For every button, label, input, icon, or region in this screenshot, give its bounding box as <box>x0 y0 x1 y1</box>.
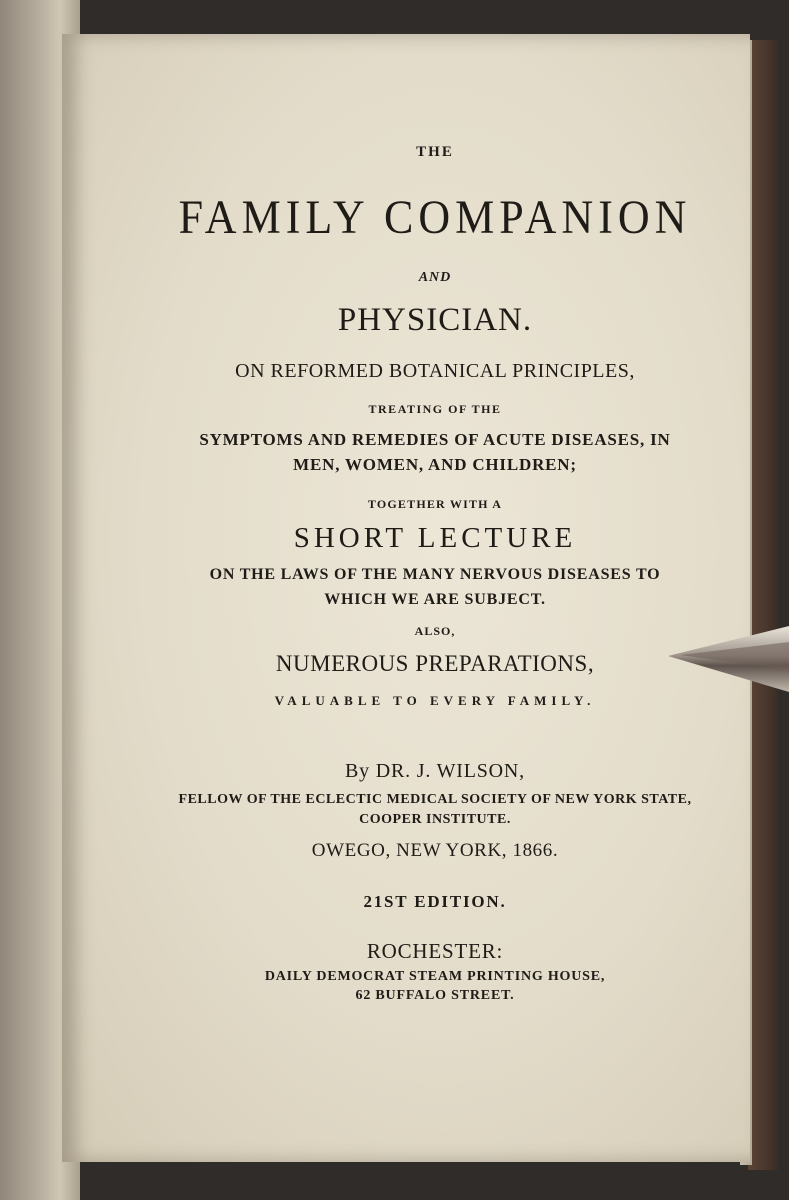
book-title: FAMILY COMPANION <box>178 191 692 244</box>
publisher-city: ROCHESTER: <box>366 939 504 963</box>
valuable-line: VALUABLE TO EVERY FAMILY. <box>274 693 596 708</box>
laws-line-1: ON THE LAWS OF THE MANY NERVOUS DISEASES TO <box>209 566 661 583</box>
author-affiliation-1: FELLOW OF THE ECLECTIC MEDICAL SOCIETY OF NEW YORK STATE, <box>178 792 692 807</box>
laws-line-2: WHICH WE ARE SUBJECT. <box>324 591 546 608</box>
together-line: TOGETHER WITH A <box>367 497 503 511</box>
also-line: ALSO, <box>414 624 456 638</box>
edition-line: 21ST EDITION. <box>363 892 507 911</box>
place-date-line: OWEGO, NEW YORK, 1866. <box>311 840 559 861</box>
book-subtitle: PHYSICIAN. <box>337 302 533 338</box>
preparations-heading: NUMEROUS PREPARATIONS, <box>275 651 595 676</box>
symptoms-line-1: SYMPTOMS AND REMEDIES OF ACUTE DISEASES, IN <box>199 430 671 449</box>
printer-line: DAILY DEMOCRAT STEAM PRINTING HOUSE, <box>264 969 606 984</box>
symptoms-line-2: MEN, WOMEN, AND CHILDREN; <box>293 455 577 474</box>
author-line: By DR. J. WILSON, <box>345 760 525 782</box>
street-line: 62 BUFFALO STREET. <box>355 988 515 1003</box>
author-affiliation-2: COOPER INSTITUTE. <box>359 812 511 827</box>
treating-line: TREATING OF THE <box>368 402 502 416</box>
title-conjunction: AND <box>418 270 452 285</box>
short-lecture-heading: SHORT LECTURE <box>293 522 577 554</box>
title-article: THE <box>416 144 454 160</box>
principles-line: ON REFORMED BOTANICAL PRINCIPLES, <box>235 360 635 382</box>
metal-bookmark <box>668 622 789 694</box>
